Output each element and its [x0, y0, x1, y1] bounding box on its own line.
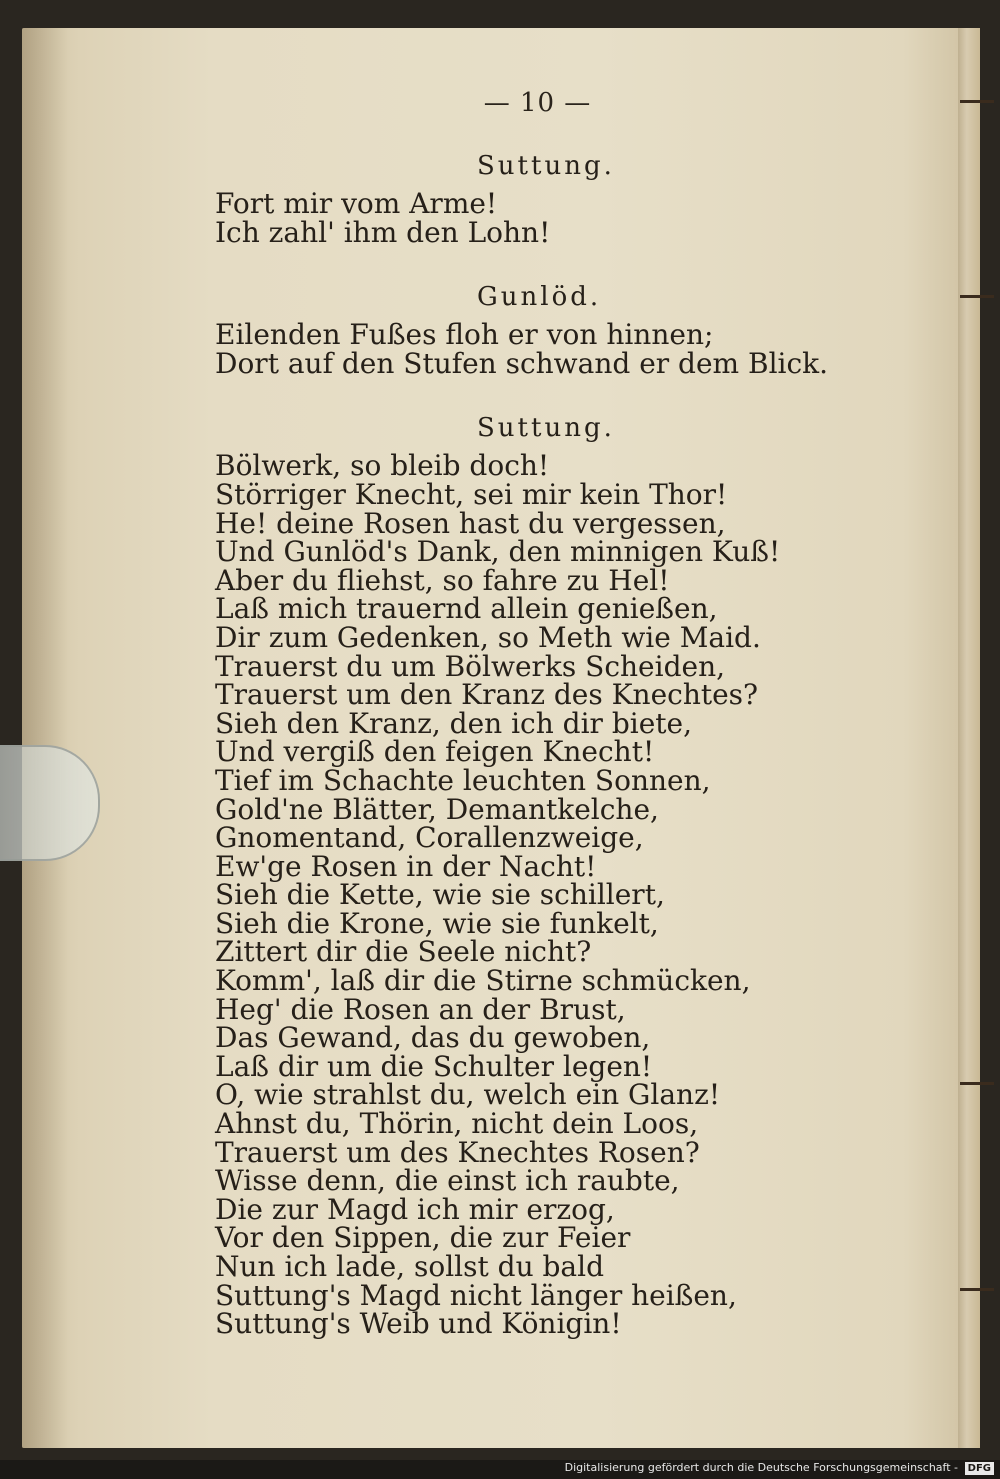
verse-line: Die zur Magd ich mir erzog,	[215, 1192, 615, 1226]
speaker-name: Gunlöd.	[477, 282, 602, 313]
verse-line: Trauerst um den Kranz des Knechtes?	[215, 678, 759, 712]
verse-line: Laß mich trauernd allein genießen,	[215, 592, 718, 626]
book-gutter	[958, 28, 980, 1448]
page-edge-shadow	[22, 28, 68, 1448]
verse-line: Trauerst du um Bölwerks Scheiden,	[215, 649, 726, 683]
binding-stitch	[960, 1288, 994, 1291]
verse-line: Störriger Knecht, sei mir kein Thor!	[215, 477, 728, 511]
page-clip	[0, 745, 100, 861]
section-gunloed	[215, 281, 829, 380]
verse-line: Vor den Sippen, die zur Feier	[215, 1221, 631, 1255]
verse-line: Bölwerk, so bleib doch!	[215, 449, 550, 483]
verse-line: Zittert dir die Seele nicht?	[215, 935, 592, 969]
verse-line: Sieh den Kranz, den ich dir biete,	[215, 706, 692, 740]
page-number: — 10 —	[483, 88, 592, 118]
speaker-name: Suttung.	[477, 151, 615, 181]
verse-line: Gold'ne Blätter, Demantkelche,	[215, 792, 659, 826]
verse-line: Fort mir vom Arme!	[215, 187, 498, 220]
speaker-name: Suttung.	[477, 413, 615, 444]
digitization-credit: Digitalisierung gefördert durch die Deutsche Forschungsgemeinschaft -	[564, 1461, 958, 1474]
verse-line: Dort auf den Stufen schwand er dem Blick.	[215, 346, 829, 380]
verse-line: Dir zum Gedenken, so Meth wie Maid.	[215, 620, 761, 654]
verse-line: Eilenden Fußes floh er von hinnen;	[215, 318, 714, 352]
verse-line: He! deine Rosen hast du vergessen,	[215, 506, 726, 540]
section-suttung-1	[215, 150, 795, 247]
verse-line: Das Gewand, das du gewoben,	[215, 1021, 651, 1055]
section-suttung-2	[215, 412, 795, 1341]
verse-line: Komm', laß dir die Stirne schmücken,	[215, 964, 751, 998]
verse-line: Ahnst du, Thörin, nicht dein Loos,	[215, 1107, 699, 1141]
dfg-logo: DFG	[965, 1462, 994, 1475]
verse-line: Ew'ge Rosen in der Nacht!	[215, 849, 597, 883]
verse-line: Wisse denn, die einst ich raubte,	[215, 1164, 680, 1198]
verse-line: Laß dir um die Schulter legen!	[215, 1049, 653, 1083]
verse-line: Sieh die Kette, wie sie schillert,	[215, 878, 665, 912]
verse-line: Nun ich lade, sollst du bald	[215, 1250, 604, 1283]
verse-line: O, wie strahlst du, welch ein Glanz!	[215, 1078, 721, 1112]
verse-line: Sieh die Krone, wie sie funkelt,	[215, 906, 659, 940]
verse-line: Und Gunlöd's Dank, den minnigen Kuß!	[215, 535, 781, 569]
verse-line: Heg' die Rosen an der Brust,	[215, 992, 626, 1026]
verse-line: Ich zahl' ihm den Lohn!	[215, 215, 551, 249]
binding-stitch	[960, 1082, 994, 1085]
verse-line: Suttung's Magd nicht länger heißen,	[215, 1278, 737, 1312]
verse-line: Tief im Schachte leuchten Sonnen,	[215, 763, 711, 797]
binding-stitch	[960, 295, 994, 298]
verse-line: Aber du fliehst, so fahre zu Hel!	[215, 563, 670, 597]
verse-line: Trauerst um des Knechtes Rosen?	[215, 1135, 700, 1169]
verse-line: Gnomentand, Corallenzweige,	[215, 821, 644, 855]
poem-text	[215, 150, 829, 1341]
verse-line: Und vergiß den feigen Knecht!	[215, 735, 655, 769]
verse-line: Suttung's Weib und Königin!	[215, 1307, 622, 1341]
